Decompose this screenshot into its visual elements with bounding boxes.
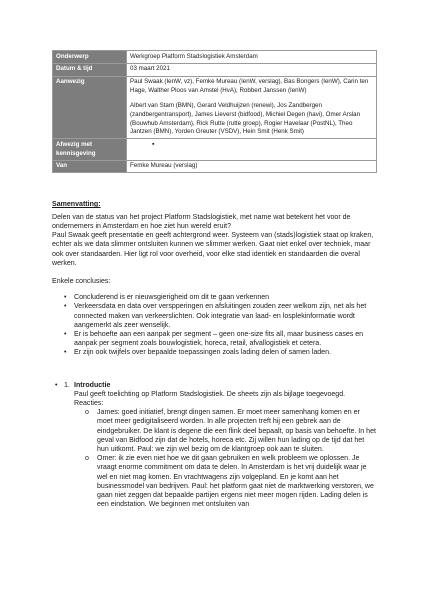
circle-bullet-icon: o	[85, 409, 89, 417]
reactions-label: Reacties:	[74, 399, 104, 407]
table-row	[53, 160, 377, 173]
row-value-absent	[127, 139, 377, 160]
list-item	[52, 454, 377, 509]
subject-text: Werkgroep Platform Stadslogistiek Amsterdam	[130, 52, 258, 60]
row-label-from: Van	[53, 160, 127, 173]
document-body	[52, 200, 377, 509]
agenda-number: 1.	[64, 381, 70, 389]
reactions-list	[52, 408, 377, 509]
table-row	[53, 139, 377, 160]
summary-paragraph: Delen van de status van het project Platform Stadslogistiek, met name wat betekent het voor de ondernemers in Amsterdam en hoe ziet hun wereld eruit?	[52, 213, 351, 230]
bullet-icon: •	[55, 381, 58, 389]
row-value-date	[127, 63, 377, 76]
agenda-intro: Paul geeft toelichting op Platform Stadslogistiek. De sheets zijn als bijlage toegevoegd.	[74, 390, 346, 398]
summary-heading: Samenvatting:	[52, 201, 101, 208]
summary-paragraph: Paul Swaak geeft presentatie en geeft achtergrond weer. Systeem van (stads)logistiek staat op kraken, echter als we data slimmer ontsluiten kunnen we slimmer werken. Gaat niet enkel over techniek, maar ook over standaarden. Hier ligt rol voor overheid, voor elke stad identiek en standaarden die overal werken.	[52, 232, 374, 267]
conclusions-intro: Enkele conclusies:	[52, 278, 111, 286]
table-row	[53, 76, 377, 139]
reaction-text: James: goed initiatief, brengt dingen samen. Er moet meer samenhang komen en er moet meer gedigitaliseerd worden. In alle projecten treft hij een gebrek aan de eindgebruiker. De klant is degene die een flink deel bepaalt, op basis van behoefte. In het geval van Bidfood zijn dat de hotels, horeca etc. Zij willen hun lading op de tijd dat het hun uitkomt. Paul: we zijn wel bezig om de klantgroep ook aan te sluiten.	[97, 409, 376, 453]
meeting-info-table	[52, 50, 377, 173]
row-value-from	[127, 160, 377, 173]
agenda-title: Introductie	[74, 381, 111, 389]
row-label-date: Datum & tijd	[53, 63, 127, 76]
conclusions-list	[52, 293, 377, 357]
row-label-subject: Onderwerp	[53, 51, 127, 64]
list-item: • Er is behoefte aan een aanpak per segment – geen one-size fits all, maar business cases en aanpak per segment zoals bouwlogistiek, horeca, retail, afvallogistiek et cetera.	[52, 330, 377, 348]
row-label-present: Aanwezig	[53, 76, 127, 139]
table-row	[53, 63, 377, 76]
table-row	[53, 51, 377, 64]
date-text: 03 maart 2021	[130, 65, 170, 73]
list-item: • Verkeersdata en data over verspperingen en afsluitingen zouden zeer welkom zijn, net als het connected maken van verkeerslichten. Ook integratie van laad- en losplekinformatie wordt aangemerkt als zeer wenselijk.	[52, 302, 377, 330]
square-bullet-icon: ▪	[152, 140, 155, 148]
row-label-absent: Afwezig met kennisgeving	[53, 139, 127, 160]
row-value-subject	[127, 51, 377, 64]
present-companies-text: Albert van Stam (BMN), Gerard Veldhuijzen (renewi), Jos Zandbergen (zandbergentransport), James Lieverst (bidfood), Michiel Degen (havi), Omer Arslan (Bouwhub Amsterdam), Rick Rutte (rutte groep), Rogier Havelaar (PostNL), Theo Jantzen (BMN), Yorden Greuter (VSDV), Hein Smit (Henk Smit)	[130, 102, 361, 136]
agenda-item-introductie	[52, 381, 377, 510]
reaction-text: Omer: ik zie even niet hoe we dit gaan gebruiken en welk probleem we oplossen. Je vraagt enorme commitment om data te delen. In Amsterdam is het vrij duidelijk waar je wel en niet mag komen. En vrachtwagens zijn volgepland. En je komt aan het businessmodel van bedrijven. Paul: het platform gaat niet de marktwerking verstoren, we gaan niet zeggen dat bepaalde partijen ergens niet meer mogen rijden. Lading delen is een eindstation. We beginnen met ontsluiten van	[97, 455, 374, 509]
list-item	[52, 408, 377, 454]
list-item: • Er zijn ook twijfels over bepaalde toepassingen zoals lading delen of samen laden.	[52, 348, 377, 357]
row-value-present	[127, 76, 377, 139]
list-item: • Concluderend is er nieuwsgierigheid om dit te gaan verkennen	[52, 293, 377, 302]
present-ienw-text: Paul Swaak (IenW, vz), Femke Mureau (IenW, verslag), Bas Bongers (IenW), Carin ten Hage, Walther Ploos van Amstel (HvA), Robbert Janssen (IenW)	[130, 78, 369, 94]
from-text: Femke Mureau (verslag)	[130, 162, 198, 170]
circle-bullet-icon: o	[85, 455, 89, 463]
